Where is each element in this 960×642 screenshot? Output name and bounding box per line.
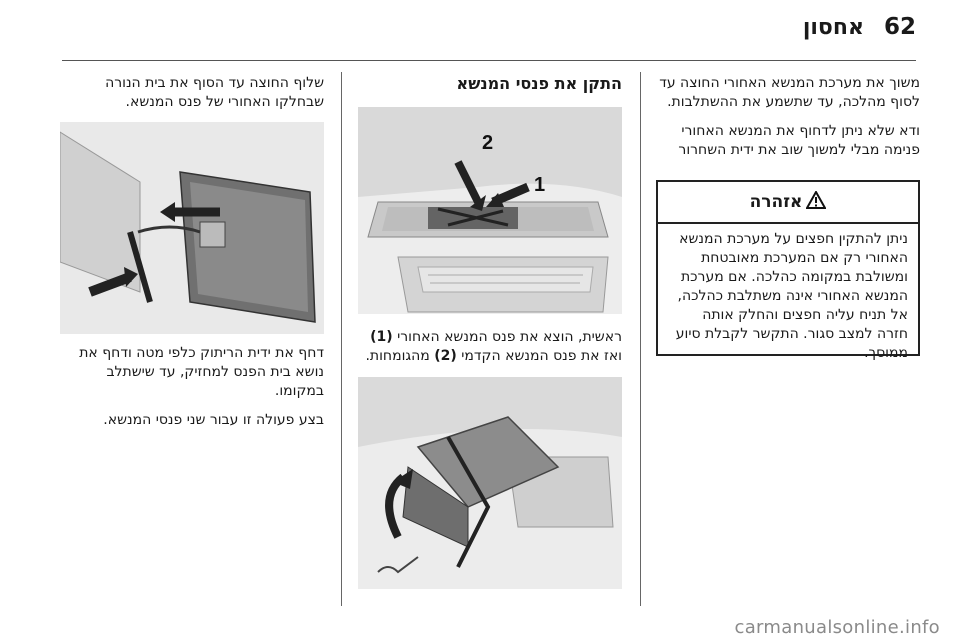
column-divider-right (640, 72, 641, 606)
column-divider-left (341, 72, 342, 606)
figure-caption (358, 328, 622, 376)
warning-box (656, 180, 920, 361)
watermark: carmanualsonline.info (734, 617, 940, 638)
page-number: 62 (883, 14, 916, 40)
instruction-paragraph: בצע פעולה זו עבור שני פנסי המנשא. (103, 412, 324, 428)
subsection-title: התקן את פנסי המנשא (456, 74, 622, 93)
figure-callout-label: 2 (482, 132, 494, 154)
instruction-paragraph: משוך את מערכת המנשא האחורי החוצה עד לסוף מהלכה, עד שתשמע את ההשתלבות. (659, 75, 920, 110)
left-column (60, 74, 324, 122)
caption-text: מהגומחות. (365, 348, 435, 364)
warning-header (658, 182, 918, 224)
warning-text: ניתן להתקין חפצים על מערכת המנשא האחורי רק אם המערכת מאובטחת ומשולבת במקומה כהלכה. אם מערכת המנשא האחורי אינה משתלבת כהלכה, אל תניח עליה חפצים והחלק אותה חזרה למצב סגור. התקשר לקבלת סיוע ממוסך. (675, 231, 908, 361)
figure-callout-label: 1 (534, 174, 546, 196)
figure-lamp-bulb-holder (60, 122, 324, 334)
caption-text: ואז את פנס המנשא הקדמי (456, 348, 622, 364)
warning-triangle-icon (806, 191, 826, 214)
instruction-paragraph: שלוף החוצה עד הסוף את בית הנורה שבחלקו האחורי של פנס המנשא. (105, 75, 324, 110)
left-column-lower (60, 344, 324, 440)
figure-lamp-housing-pull (358, 377, 622, 589)
right-column (656, 74, 920, 170)
warning-title: אזהרה (749, 192, 803, 212)
instruction-paragraph: ודא שלא ניתן לדחוף את המנשא האחורי פנימה מבלי למשוך שוב את ידית השחרור (678, 123, 920, 158)
caption-callout-2: (2) (434, 348, 457, 364)
middle-column-title (358, 74, 622, 101)
caption-text: ראשית, הוצא את פנס המנשא האחורי (392, 329, 622, 345)
header-rule (62, 60, 916, 61)
caption-callout-1: (1) (370, 329, 393, 345)
section-title: אחסון (802, 15, 864, 40)
instruction-paragraph: דחף את ידית הריתוק כלפי מטה ודחף את נושא בית הפנס למחזיק, עד שישתלב במקומו. (79, 345, 324, 399)
figure-lamps-in-recesses (358, 107, 622, 314)
